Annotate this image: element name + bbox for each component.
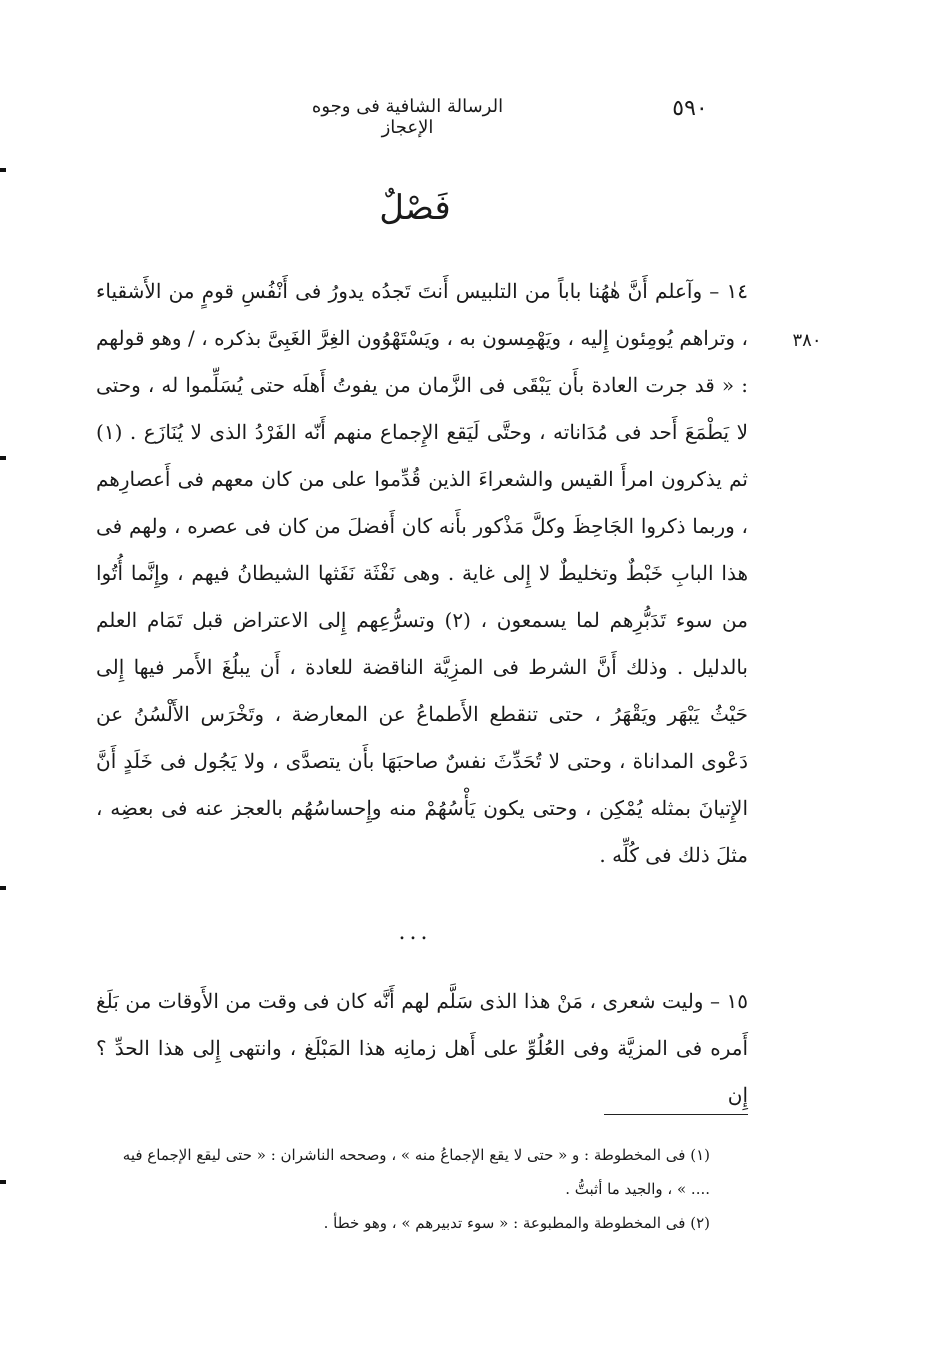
page-number: ٥٩٠ — [672, 96, 708, 121]
footnote-divider — [604, 1114, 748, 1115]
paragraph-14: ١٤ – وآعلم أَنَّ هٰهُنا باباً من التلبيس أَنتَ تَجدُه يدورُ فى أَنْفُسِ قومٍ من الأَشقياء ، وتراهم يُومِئون إِليه ، ويَهْمِسون به ، ويَسْتَهْوُون الغِرَّ الغَبِىَّ بذكره ، / وهو قولهم : « قد جرت العادة بأَن يَبْقَى فى الزَّمان من يفوتُ أَهلَه حتى يُسَلِّموا له ، وحتى لا يَطْمَعَ أَحد فى مُدَاناته ، وحتَّى لَيَقع الإِجماع منهم أَنّه الفَرْدُ الذى لا يُنَازَع . (١) ثم يذكرون امرأَ القيس والشعراءَ الذين قُدِّموا على من كان معهم فى أَعصارِهم ، وربما ذكروا الجَاحِظَ وكلَّ مَذْكور بأَنه كان أَفضلَ من كان فى عصره ، ولهم فى هذا البابِ خَبْطٌ وتخليطٌ لا إِلى غاية . وهى نَفْثَة نَفَثها الشيطانُ فيهم ، وإِنَّما أُتُوا من سوء تَدَبُّرِهم لما يسمعون ، (٢) وتسرُّعِهم إِلى الاعتراض قبل تَمَام العلم بالدليل . وذلك أَنَّ الشرط فى المزِيَّة الناقضة للعادة ، أَن يبلُغَ الأَمر فيها إِلى حَيْثُ يَبْهَر ويَقْهَرُ ، حتى تنقطع الأَطماعُ عن المعارضة ، وتَخْرَس الأَلْسُنُ عن دَعْوى المداناة ، وحتى لا تُحَدِّثَ نفسٌ صاحبَهَا بأَن يتصدَّى ، ولا يَجُول فى خَلَدٍ أَنَّ الإِتيانَ بمثله يُمْكِن ، وحتى يكون يَأْسُهُمْ منه وإِحساسُهُم بالعجز عنه فى بعضِه ، مثلَ ذلك فى كُلِّه . — [96, 279, 749, 867]
scan-edge-mark — [0, 1180, 6, 1184]
paragraph-15-block — [96, 978, 748, 1119]
margin-reference-number: ٣٨٠ — [792, 330, 822, 351]
paragraph-14-block — [96, 268, 748, 879]
running-title: الرسالة الشافية فى وجوه الإعجاز — [311, 96, 504, 138]
paragraph-15: ١٥ – وليت شعرى ، مَنْ هذا الذى سَلَّم لهم أَنَّه كان فى وقت من الأَوقات من بَلَغ أَمره فى المزيَّة وفى العُلُوِّ على أَهل زمانِه هذا المَبْلَغ ، وانتهى إِلى هذا الحدِّ ؟ إِن — [96, 989, 748, 1107]
chapter-heading: فَصْلٌ — [379, 188, 451, 228]
scan-edge-mark — [0, 886, 6, 890]
scan-edge-mark — [0, 168, 6, 172]
section-separator: ... — [398, 920, 432, 945]
scan-edge-mark — [0, 456, 6, 460]
footnote-1: (١) فى المخطوطة : و « حتى لا يقع الإجماعُ منه » ، وصححه الناشران : « حتى ليقع الإجماع فيه .... » ، والجيد ما أثبتُّ . — [122, 1146, 710, 1198]
footnote-2: (٢) فى المخطوطة والمطبوعة : « سوء تدبيرهم » ، وهو خطأ . — [323, 1214, 710, 1232]
footnotes — [110, 1138, 710, 1240]
